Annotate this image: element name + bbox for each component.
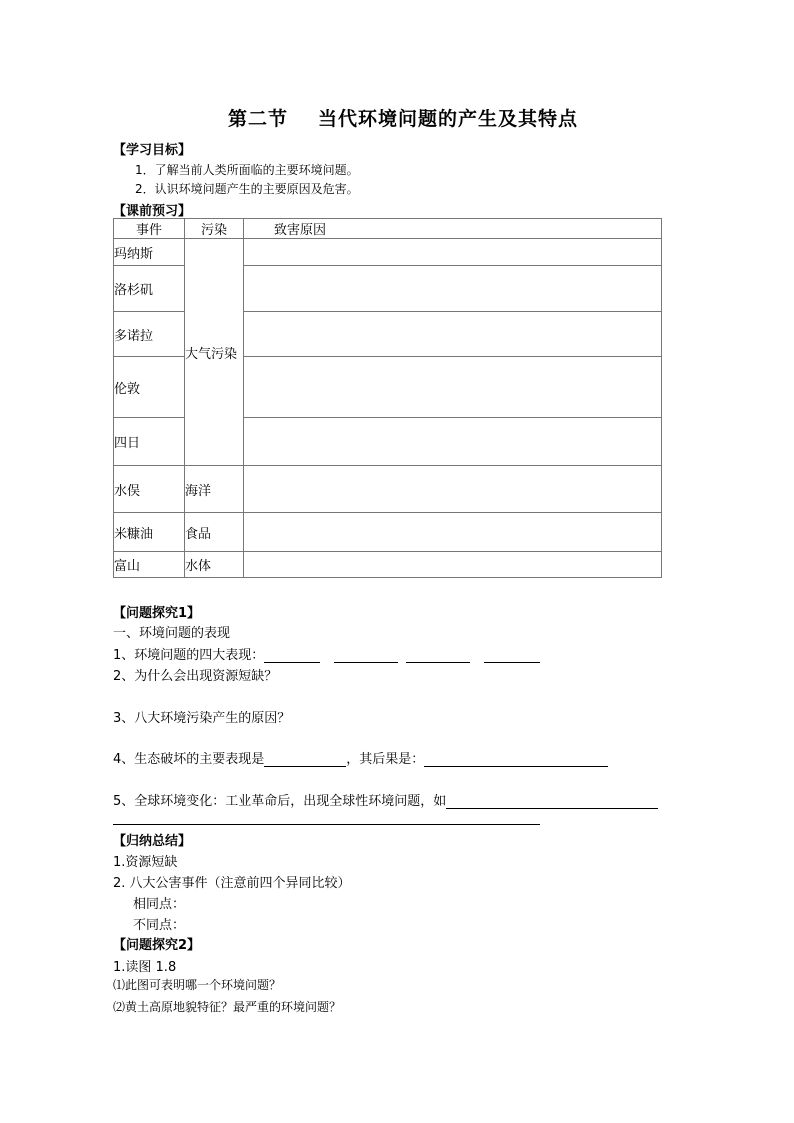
summary-same: 相同点：	[133, 897, 186, 912]
event-cell: 洛杉矶	[114, 266, 185, 312]
cause-cell[interactable]	[244, 357, 662, 418]
table-row	[114, 466, 662, 513]
explore2-item: 1.读图 1.8	[113, 960, 177, 975]
cause-cell[interactable]	[244, 552, 662, 578]
explore1-subheading: 一、环境问题的表现	[113, 626, 231, 641]
answer-line[interactable]	[113, 824, 540, 825]
cause-cell[interactable]	[244, 266, 662, 312]
section-number: 第二节	[228, 108, 289, 130]
header-event: 事件	[114, 219, 185, 239]
answer-blank[interactable]	[264, 649, 320, 663]
question-4	[113, 748, 608, 767]
answer-blank[interactable]	[446, 795, 658, 809]
question-5-text: 5、全球环境变化：工业革命后，出现全球性环境问题，如	[113, 794, 447, 809]
event-cell: 水俣	[114, 466, 185, 513]
question-2: 2、为什么会出现资源短缺？	[113, 669, 278, 684]
summary-item: 2. 八大公害事件（注意前四个异同比较）	[113, 876, 351, 891]
event-cell: 四日	[114, 418, 185, 466]
event-cell: 富山	[114, 552, 185, 578]
answer-blank[interactable]	[334, 649, 398, 663]
header-cause: 致害原因	[244, 219, 662, 239]
section-title: 当代环境问题的产生及其特点	[318, 108, 579, 130]
explore2-item: ⑵黄土高原地貌特征？最严重的环境问题？	[113, 1000, 342, 1014]
objective-item: 1．了解当前人类所面临的主要环境问题。	[135, 163, 359, 177]
header-pollution: 污染	[185, 219, 244, 239]
summary-diff: 不同点：	[133, 918, 186, 933]
question-5	[113, 790, 658, 809]
preview-table	[113, 218, 662, 578]
table-header-row	[114, 219, 662, 239]
event-cell: 多诺拉	[114, 312, 185, 357]
cause-cell[interactable]	[244, 513, 662, 552]
summary-item: 1.资源短缺	[113, 855, 178, 870]
answer-blank[interactable]	[406, 649, 470, 663]
event-cell: 玛纳斯	[114, 239, 185, 266]
event-cell: 米糠油	[114, 513, 185, 552]
objectives-heading: 【学习目标】	[113, 143, 192, 158]
pollution-cell: 海洋	[185, 466, 244, 513]
explore2-heading: 【问题探究2】	[113, 938, 201, 953]
cause-cell[interactable]	[244, 418, 662, 466]
question-1	[113, 644, 540, 663]
summary-heading: 【归纳总结】	[113, 834, 192, 849]
cause-cell[interactable]	[244, 466, 662, 513]
question-4-text: 4、生态破坏的主要表现是	[113, 752, 265, 767]
objective-item: 2．认识环境问题产生的主要原因及危害。	[135, 182, 359, 196]
answer-blank[interactable]	[264, 753, 346, 767]
table-row	[114, 552, 662, 578]
cause-cell[interactable]	[244, 312, 662, 357]
pollution-cell: 食品	[185, 513, 244, 552]
question-1-text: 1、环境问题的四大表现：	[113, 648, 265, 663]
question-3: 3、八大环境污染产生的原因？	[113, 711, 291, 726]
pollution-cell: 大气污染	[185, 239, 244, 466]
page-title	[228, 104, 578, 131]
event-cell: 伦敦	[114, 357, 185, 418]
answer-blank[interactable]	[424, 753, 608, 767]
preview-heading: 【课前预习】	[113, 204, 192, 219]
cause-cell[interactable]	[244, 239, 662, 266]
explore2-item: ⑴此图可表明哪一个环境问题？	[113, 978, 282, 992]
answer-blank[interactable]	[484, 649, 540, 663]
explore1-heading: 【问题探究1】	[113, 606, 201, 621]
table-row	[114, 239, 662, 266]
pollution-cell: 水体	[185, 552, 244, 578]
table-row	[114, 513, 662, 552]
question-4-text-b: ，其后果是：	[346, 752, 425, 767]
